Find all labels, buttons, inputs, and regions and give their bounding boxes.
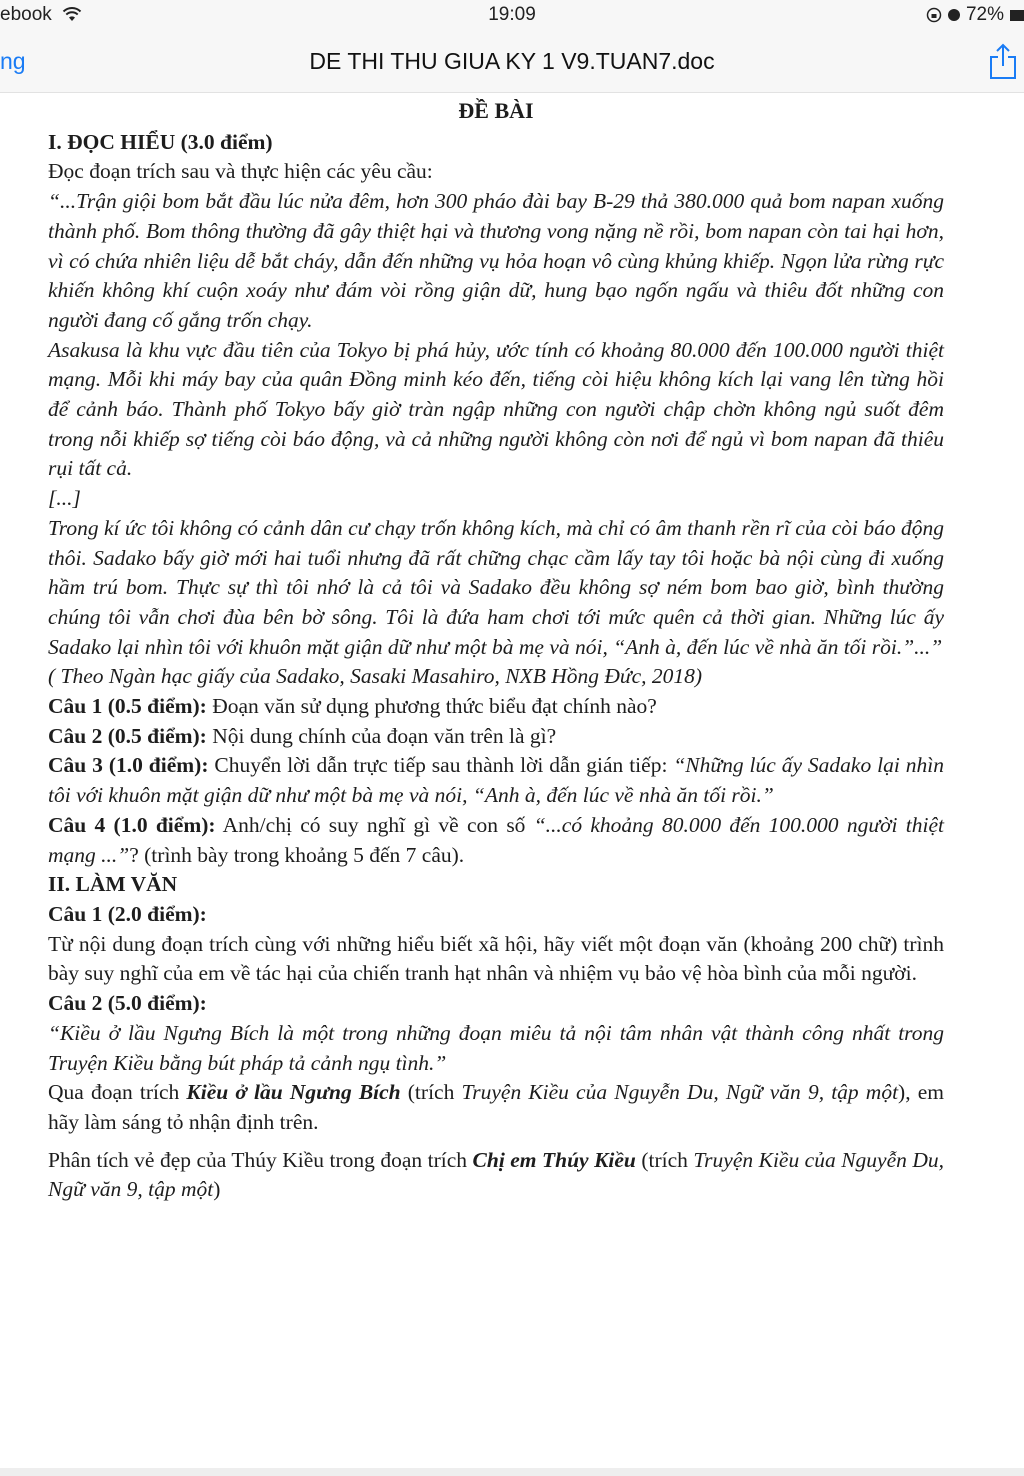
carrier-label: ebook <box>0 4 52 25</box>
writing-question-2-option-a: Qua đoạn trích Kiều ở lầu Ngưng Bích (trích Truyện Kiều của Nguyễn Du, Ngữ văn 9, tập một), em hãy làm sáng tỏ nhận định trên. <box>48 1080 944 1134</box>
page-bottom-edge <box>0 1468 1024 1476</box>
status-bar <box>0 0 1024 32</box>
status-indicators <box>926 4 1024 26</box>
document-title: DE THI THU GIUA KY 1 V9.TUAN7.doc <box>309 48 715 74</box>
excerpt-ellipsis: [...] <box>48 486 81 511</box>
writing-question-2-label: Câu 2 (5.0 điểm): <box>48 991 207 1016</box>
excerpt-paragraph-2: Asakusa là khu vực đầu tiên của Tokyo bị phá hủy, ước tính có khoảng 80.000 đến 100.000 người thiệt mạng. Mỗi khi máy bay của quân Đồng minh kéo đến, tiếng còi hiệu không kích lại vang lên từng hồi để cảnh báo. Thành phố Tokyo bấy giờ tràn ngập những con người chập chờn không ngủ suốt đêm trong nỗi khiếp sợ tiếng còi báo động, và cả những người không còn nơi để ngủ vì bom napan đã thiêu rụi tất cả. <box>48 337 944 481</box>
writing-question-2-option-b: Phân tích vẻ đẹp của Thúy Kiều trong đoạn trích Chị em Thúy Kiều (trích Truyện Kiều của Nguyễn Du, Ngữ văn 9, tập một) <box>48 1147 945 1202</box>
instruction-text: Đọc đoạn trích sau và thực hiện các yêu cầu: <box>48 159 433 184</box>
question-2: Câu 2 (0.5 điểm): Nội dung chính của đoạn văn trên là gì? <box>48 723 557 748</box>
excerpt-paragraph-1: “...Trận giội bom bắt đầu lúc nửa đêm, hơn 300 pháo đài bay B-29 thả 380.000 quả bom napan xuống thành phố. Bom thông thường đã gây thiệt hại và thương vong nặng nề rồi, bom napan còn tai hại hơn, vì có chứa nhiên liệu dễ bắt cháy, dẫn đến những vụ hỏa hoạn vô cùng khủng khiếp. Ngọn lửa rừng rực khiến không khí cuộn xoáy như đám vòi rồng giận dữ, hung bạo ngốn ngấu và thiêu đốt những con người đang cố gắng trốn chạy. <box>48 189 944 332</box>
nav-bar <box>0 32 1024 93</box>
back-button[interactable]: ng <box>0 48 26 74</box>
rotation-lock-icon <box>926 7 942 23</box>
question-1: Câu 1 (0.5 điểm): Đoạn văn sử dụng phương thức biểu đạt chính nào? <box>48 694 657 719</box>
share-icon[interactable] <box>988 42 1018 80</box>
question-4: Câu 4 (1.0 điểm): Anh/chị có suy nghĩ gì về con số “...có khoảng 80.000 đến 100.000 người thiệt mạng ...”? (trình bày trong khoảng 5 đến 7 câu). <box>48 812 944 867</box>
writing-question-2-quote: “Kiều ở lầu Ngưng Bích là một trong những đoạn miêu tả nội tâm nhân vật thành công nhất trong Truyện Kiều bằng bút pháp tả cảnh ngụ tình.” <box>48 1020 944 1075</box>
section-reading-heading: I. ĐỌC HIỂU (3.0 điểm) <box>48 129 273 154</box>
question-3: Câu 3 (1.0 điểm): Chuyển lời dẫn trực tiếp sau thành lời dẫn gián tiếp: “Những lúc ấy Sadako lại nhìn tôi với khuôn mặt giận dữ như một bà mẹ và nói, “Anh à, đến lúc về nhà ăn tối rồi.” <box>48 753 944 808</box>
spacer <box>48 1138 944 1146</box>
excerpt-paragraph-3: Trong kí ức tôi không có cảnh dân cư chạy trốn không kích, mà chỉ có âm thanh rền rĩ của còi báo động thôi. Sadako bấy giờ mới hai tuổi nhưng đã rất chững chạc cầm lấy tay tôi hoặc bà nội cùng đi xuống hầm trú bom. Thực sự thì tôi nhớ là cả tôi và Sadako đều không sợ ném bom bao giờ, bình thường chúng tôi vẫn chơi đùa bên bờ sông. Tôi là đứa ham chơi tới mức quên cả thời gian. Những lúc ấy Sadako lại nhìn tôi với khuôn mặt giận dữ như một bà mẹ và nói, “Anh à, đến lúc về nhà ăn tối rồi.”...” <box>48 515 944 659</box>
section-writing-heading: II. LÀM VĂN <box>48 872 178 897</box>
writing-question-1-text: Từ nội dung đoạn trích cùng với những hiểu biết xã hội, hãy viết một đoạn văn (khoảng 200 chữ) trình bày suy nghĩ của em về tác hại của chiến tranh hạt nhân và nhiệm vụ bảo vệ hòa bình của mỗi người. <box>48 931 944 986</box>
battery-percent: 72% <box>965 4 1004 25</box>
battery-icon <box>1010 10 1024 21</box>
excerpt-source: ( Theo Ngàn hạc giấy của Sadako, Sasaki Masahiro, NXB Hồng Đức, 2018) <box>48 664 703 689</box>
clock: 19:09 <box>488 4 536 25</box>
document-body <box>48 96 944 1205</box>
exam-title: ĐỀ BÀI <box>458 98 534 123</box>
writing-question-1-label: Câu 1 (2.0 điểm): <box>48 901 207 926</box>
alarm-icon <box>948 9 960 21</box>
